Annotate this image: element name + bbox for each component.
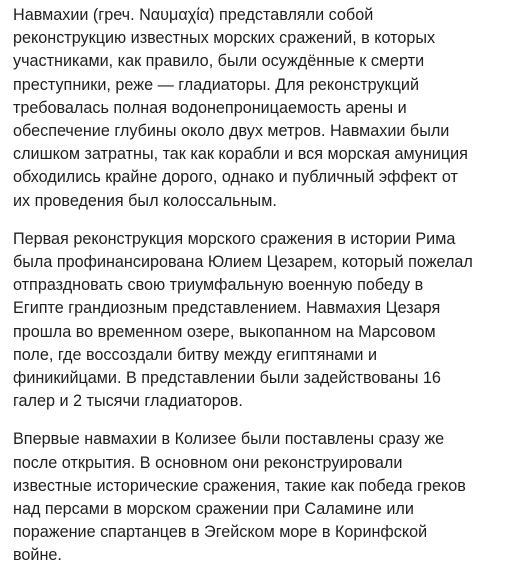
text-line: поражение спартанцев в Эгейском море в Коринфской (13, 523, 428, 542)
text-line: участниками, как правило, были осуждённые к смерти (13, 52, 425, 71)
text-line: отпраздновать свою триумфальную военную победу в (13, 276, 424, 295)
text-line: Первая реконструкция морского сражения в истории Рима (13, 229, 456, 248)
text-line: Впервые навмахии в Колизее были поставлены сразу же (13, 430, 445, 449)
text-line: прошла во временном озере, выкопанном на Марсовом (13, 322, 436, 341)
text-line: поле, где воссоздали битву между египтянами и (13, 345, 378, 364)
text-line: их проведения был колоссальным. (13, 191, 277, 210)
text-line: финикийцами. В представлении были задействованы 16 (13, 369, 441, 388)
paragraph-colosseum-naumachia (13, 428, 514, 567)
text-line: обеспечение глубины около двух метров. Навмахии были (13, 122, 450, 141)
paragraph-caesar-naumachia (13, 228, 514, 414)
paragraph-naumachia-definition (13, 4, 514, 213)
text-line: войне. (13, 546, 62, 565)
text-line: слишком затратны, так как корабли и вся морская амуниция (13, 145, 468, 164)
text-line: преступники, реже — гладиаторы. Для реконструкций (13, 75, 419, 94)
text-line: требовалась полная водонепроницаемость арены и (13, 98, 407, 117)
text-line: обходились крайне дорого, однако и публичный эффект от (13, 168, 458, 187)
text-line: галер и 2 тысячи гладиаторов. (13, 392, 243, 411)
text-line: была профинансирована Юлием Цезарем, который пожелал (13, 253, 473, 272)
text-line: реконструкцию известных морских сражений, в которых (13, 29, 436, 48)
text-line: Египте грандиозным представлением. Навмахия Цезаря (13, 299, 441, 318)
text-line: после открытия. В основном они реконструировали (13, 453, 403, 472)
text-line: Навмахии (греч. Ναυμαχία) представляли собой (13, 6, 374, 24)
text-line: над персами в морском сражении при Саламине или (13, 500, 414, 519)
text-line: известные исторические сражения, такие как победа греков (13, 476, 466, 495)
